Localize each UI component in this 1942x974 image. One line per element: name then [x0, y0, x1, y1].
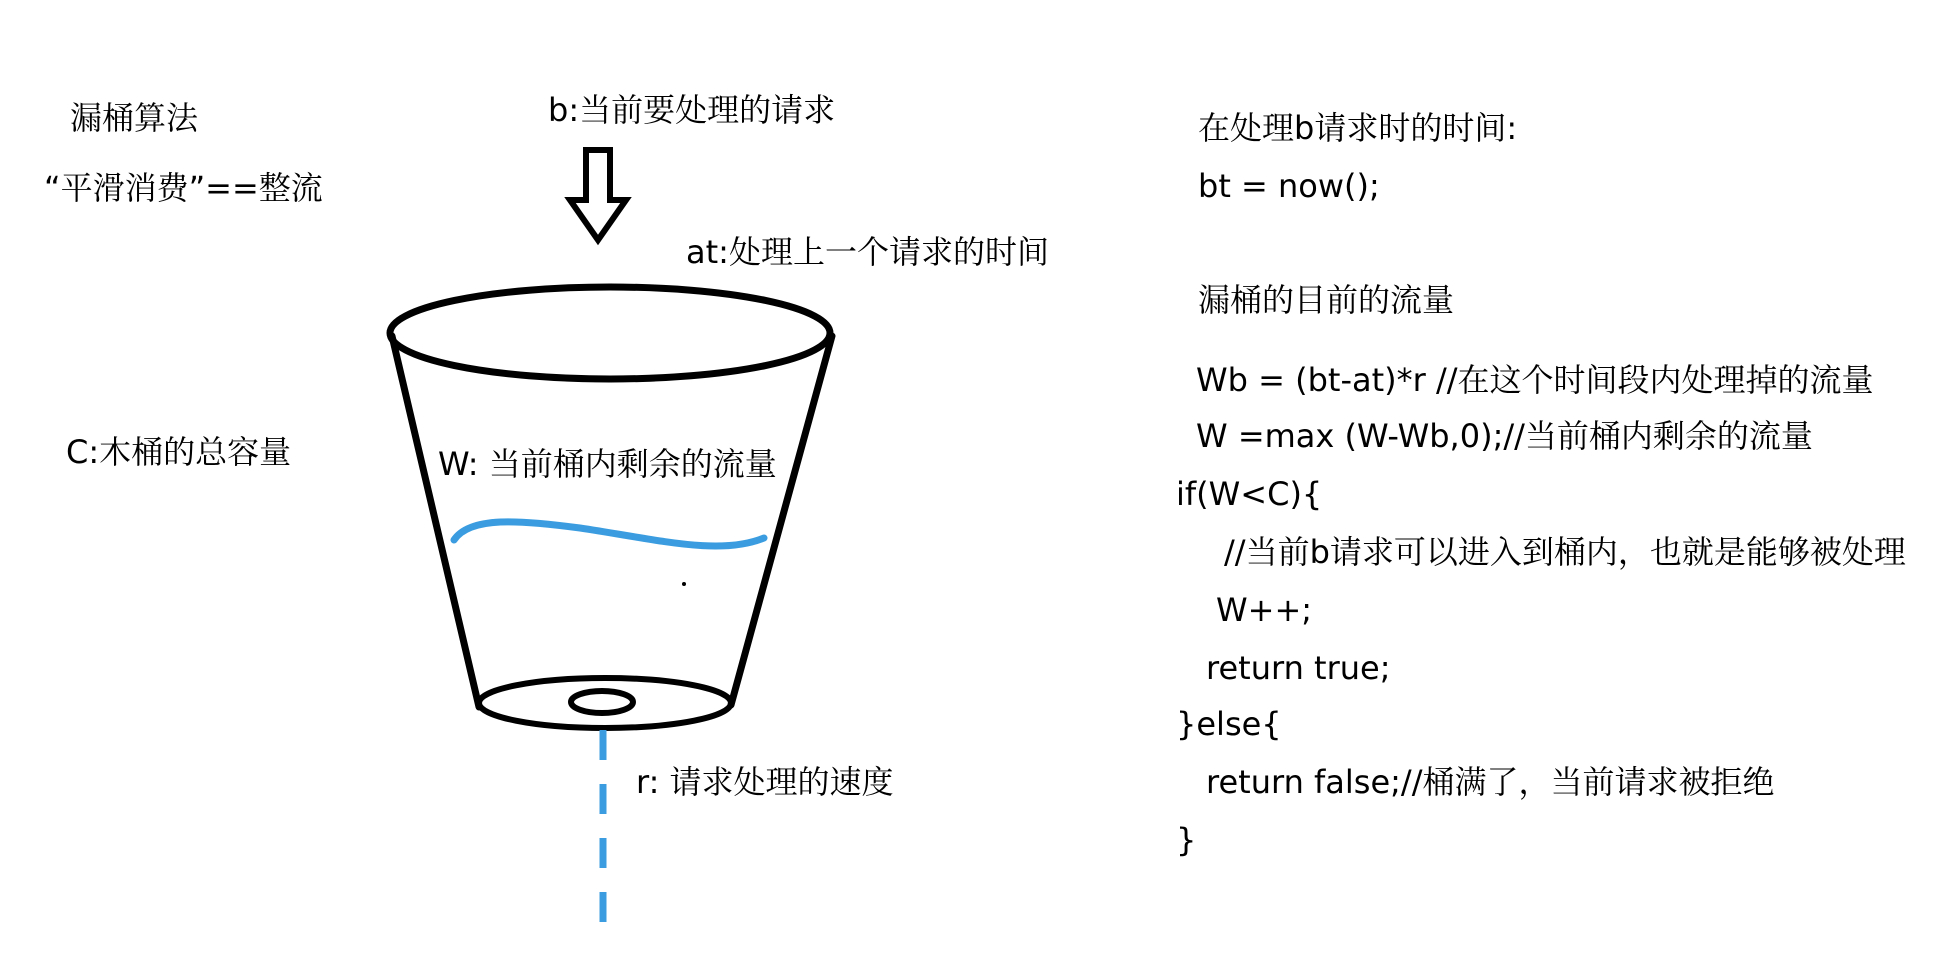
time-code: bt = now();	[1198, 167, 1380, 205]
bucket-bottom	[479, 678, 731, 728]
speck-dot	[682, 582, 686, 586]
capacity-label: C:木桶的总容量	[66, 433, 292, 471]
code-line-w-max: W =max (W-Wb,0);//当前桶内剩余的流量	[1196, 417, 1813, 455]
rate-label: r: 请求处理的速度	[636, 763, 894, 801]
code-line-increment: W++;	[1216, 591, 1313, 629]
code-line-wb: Wb = (bt-at)*r //在这个时间段内处理掉的流量	[1196, 361, 1874, 399]
code-line-return-false: return false;//桶满了，当前请求被拒绝	[1206, 763, 1775, 801]
code-line-else: }else{	[1176, 705, 1282, 743]
water-level-label: W: 当前桶内剩余的流量	[438, 445, 777, 483]
code-line-if: if(W<C){	[1176, 475, 1323, 513]
drain-hole	[571, 691, 633, 713]
water-surface	[454, 522, 764, 546]
code-line-close-brace: }	[1176, 821, 1197, 859]
down-arrow-icon	[570, 150, 626, 240]
diagram-title: 漏桶算法	[70, 99, 199, 137]
bucket-rim	[390, 287, 830, 379]
flow-heading: 漏桶的目前的流量	[1198, 281, 1455, 319]
time-heading: 在处理b请求时的时间:	[1198, 109, 1518, 147]
diagram-subtitle: “平滑消费”==整流	[44, 169, 323, 207]
bucket-right-side	[731, 336, 832, 705]
incoming-request-label: b:当前要处理的请求	[548, 91, 836, 129]
code-line-return-true: return true;	[1206, 649, 1391, 687]
code-line-comment: //当前b请求可以进入到桶内，也就是能够被处理	[1224, 533, 1906, 571]
bucket-left-side	[392, 336, 479, 707]
last-request-time-label: at:处理上一个请求的时间	[686, 233, 1049, 271]
